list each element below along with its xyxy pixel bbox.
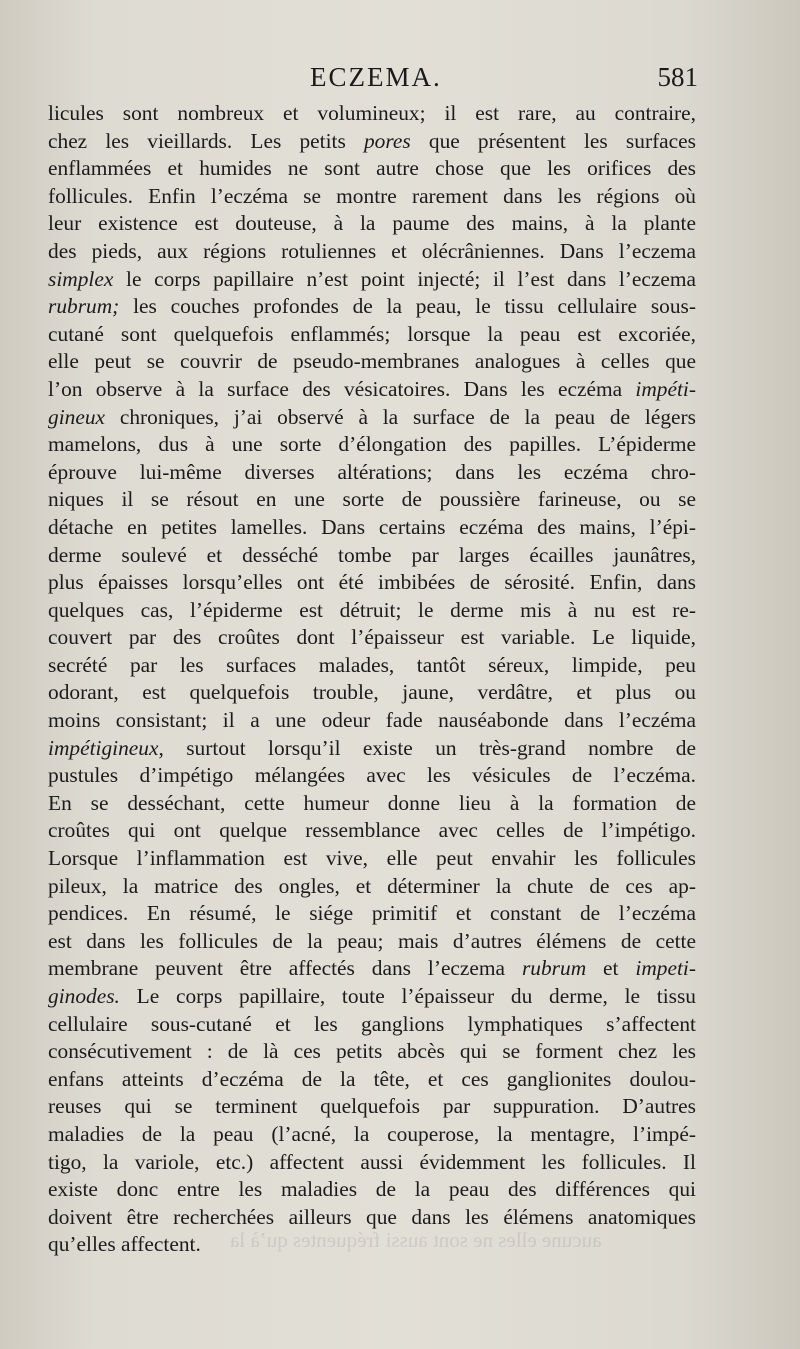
text-line xyxy=(48,928,696,956)
text-line xyxy=(48,514,696,542)
bleed-through-text: aucune elles ne sont aussi fréquentes qu’à la xyxy=(230,1228,602,1252)
text-run: tigo, la variole, etc.) affectent aussi évidemment les follicules. Il xyxy=(48,1149,696,1174)
text-run: odorant, est quelquefois trouble, jaune, verdâtre, et plus ou xyxy=(48,680,696,705)
text-line xyxy=(48,790,696,818)
running-title: ECZEMA. xyxy=(310,62,442,92)
text-run: , surtout lorsqu’il existe un très-grand nombre de xyxy=(158,735,696,760)
text-line xyxy=(48,735,696,763)
text-run: est dans les follicules de la peau; mais d’autres élémens de cette xyxy=(48,928,696,953)
text-line xyxy=(48,459,696,487)
text-line xyxy=(48,955,696,983)
text-line xyxy=(48,624,696,652)
text-run: derme soulevé et desséché tombe par larges écailles jaunâtres, xyxy=(48,542,696,567)
text-run: que présentent les surfaces xyxy=(410,128,696,153)
italic-term: impeti- xyxy=(635,956,696,981)
text-line xyxy=(48,486,696,514)
text-line xyxy=(48,321,696,349)
italic-term: simplex xyxy=(48,266,114,291)
page-header xyxy=(48,60,696,100)
text-run: des pieds, aux régions rotuliennes et olécrâniennes. Dans l’eczema xyxy=(48,238,696,263)
text-line xyxy=(48,376,696,404)
text-run: moins consistant; il a une odeur fade nauséabonde dans l’eczéma xyxy=(48,708,696,733)
text-run: plus épaisses lorsqu’elles ont été imbibées de sérosité. Enfin, dans xyxy=(48,570,696,595)
text-line xyxy=(48,1121,696,1149)
text-run: pendices. En résumé, le siége primitif et constant de l’eczéma xyxy=(48,901,696,926)
text-run: l’on observe à la surface des vésicatoires. Dans les eczéma xyxy=(48,376,636,401)
italic-term: impétigineux xyxy=(48,735,159,760)
italic-term: impéti- xyxy=(635,376,696,401)
text-run: couvert par des croûtes dont l’épaisseur est variable. Le liquide, xyxy=(48,625,696,650)
text-run: secrété par les surfaces malades, tantôt séreux, limpide, peu xyxy=(48,652,696,677)
text-run: Le corps papillaire, toute l’épaisseur du derme, le tissu xyxy=(119,984,696,1008)
italic-term: ginodes. xyxy=(48,984,120,1008)
text-run: cellulaire sous-cutané et les ganglions lymphatiques s’affectent xyxy=(48,1011,696,1036)
text-run: niques il se résout en une sorte de poussière farineuse, ou se xyxy=(48,487,696,512)
text-line xyxy=(48,597,696,625)
text-run: qu’elles affectent. xyxy=(48,1232,201,1257)
text-line xyxy=(48,348,696,376)
text-line xyxy=(48,569,696,597)
text-line xyxy=(48,404,696,432)
text-line xyxy=(48,652,696,680)
text-run: follicules. Enfin l’eczéma se montre rarement dans les régions où xyxy=(48,183,696,208)
text-run: doivent être recherchées ailleurs que dans les élémens anatomiques xyxy=(48,1204,696,1229)
text-run: quelques cas, l’épiderme est détruit; le derme mis à nu est re- xyxy=(48,597,696,622)
text-line xyxy=(48,431,696,459)
italic-term: pores xyxy=(363,128,411,153)
text-run: existe donc entre les maladies de la peau des différences qui xyxy=(48,1177,696,1202)
text-run: le corps papillaire n’est point injecté; il l’est dans l’eczema xyxy=(113,266,696,291)
text-run: membrane peuvent être affectés dans l’eczema xyxy=(48,956,522,981)
text-line xyxy=(48,128,696,156)
text-line xyxy=(48,1149,696,1177)
text-run: pustules d’impétigo mélangées avec les vésicules de l’eczéma. xyxy=(48,763,696,788)
text-line xyxy=(48,1093,696,1121)
text-line xyxy=(48,100,696,128)
page-number: 581 xyxy=(657,62,698,92)
text-line xyxy=(48,183,696,211)
text-line xyxy=(48,155,696,183)
text-run: chez les vieillards. Les petits xyxy=(48,128,364,153)
text-run: détache en petites lamelles. Dans certains eczéma des mains, l’épi- xyxy=(48,514,696,539)
text-line xyxy=(48,707,696,735)
italic-term: rubrum; xyxy=(48,294,120,319)
text-line xyxy=(48,1176,696,1204)
text-run: leur existence est douteuse, à la paume des mains, à la plante xyxy=(48,211,696,236)
text-line xyxy=(48,542,696,570)
text-run: reuses qui se terminent quelquefois par suppuration. D’autres xyxy=(48,1094,696,1119)
text-line xyxy=(48,900,696,928)
text-line xyxy=(48,210,696,238)
text-run: et xyxy=(586,956,636,981)
body-paragraph xyxy=(48,100,696,1259)
text-run: maladies de la peau (l’acné, la couperose, la mentagre, l’impé- xyxy=(48,1121,696,1146)
text-run: chroniques, j’ai observé à la surface de la peau de légers xyxy=(105,404,696,429)
text-line xyxy=(48,762,696,790)
text-run: mamelons, dus à une sorte d’élongation des papilles. L’épiderme xyxy=(48,432,696,457)
text-run: enfans atteints d’eczéma de la tête, et ces ganglionites doulou- xyxy=(48,1066,696,1091)
text-line xyxy=(48,845,696,873)
text-run: cutané sont quelquefois enflammés; lorsque la peau est excoriée, xyxy=(48,321,696,346)
text-run: Lorsque l’inflammation est vive, elle peut envahir les follicules xyxy=(48,846,696,871)
text-line xyxy=(48,817,696,845)
text-run: consécutivement : de là ces petits abcès qui se forment chez les xyxy=(48,1039,696,1064)
text-run: elle peut se couvrir de pseudo-membranes analogues à celles que xyxy=(48,349,696,374)
text-run: croûtes qui ont quelque ressemblance avec celles de l’impétigo. xyxy=(48,818,696,843)
text-run: les couches profondes de la peau, le tissu cellulaire sous- xyxy=(119,294,696,319)
italic-term: gineux xyxy=(48,404,106,429)
text-run: licules sont nombreux et volumineux; il est rare, au contraire, xyxy=(48,101,696,125)
text-run: En se desséchant, cette humeur donne lieu à la formation de xyxy=(48,790,696,815)
text-line xyxy=(48,293,696,321)
text-line xyxy=(48,983,696,1011)
text-line xyxy=(48,266,696,294)
text-line xyxy=(48,1038,696,1066)
text-run: enflammées et humides ne sont autre chose que les orifices des xyxy=(48,156,696,181)
text-run: pileux, la matrice des ongles, et déterminer la chute de ces ap- xyxy=(48,873,696,898)
text-line xyxy=(48,1066,696,1094)
text-line xyxy=(48,1011,696,1039)
italic-term: rubrum xyxy=(521,956,587,981)
text-run: éprouve lui-même diverses altérations; dans les eczéma chro- xyxy=(48,459,696,484)
text-line xyxy=(48,679,696,707)
text-line xyxy=(48,238,696,266)
text-line xyxy=(48,873,696,901)
